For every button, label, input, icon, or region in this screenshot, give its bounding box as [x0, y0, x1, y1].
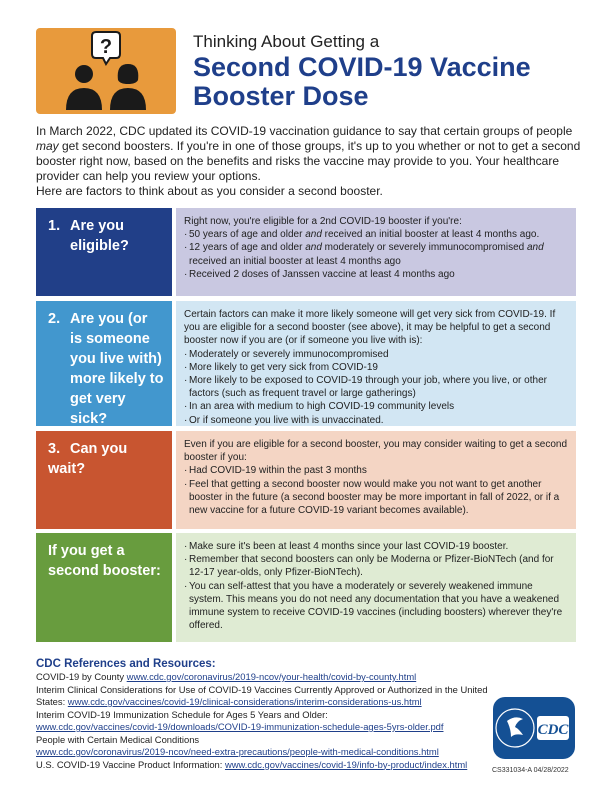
page-title [193, 53, 531, 111]
section-label [36, 301, 172, 426]
section-content [176, 208, 576, 296]
label-line: get very sick? [70, 391, 126, 427]
list-item: · More likely to be exposed to COVID-19 through your job, where you live, or other factors (such as frequent travel or large gatherings) [184, 374, 568, 400]
section-risk [36, 301, 576, 426]
list-item: · Remember that second boosters can only be Moderna or Pfizer-BioNTech (and for 12-17 year-olds, only Pfizer-BioNTech). [184, 553, 568, 579]
section-intro: Certain factors can make it more likely someone will get very sick from COVID-19. If you are eligible for a second booster (see above), it may be helpful to get a second booster now if you are (or if someone you live with is): [184, 309, 556, 347]
reference-item [36, 746, 496, 759]
cdc-logo-text: CDC [537, 722, 569, 738]
label-line: second booster: [48, 563, 161, 579]
label-line: Can you wait? [48, 441, 128, 477]
reference-item: Interim COVID-19 Immunization Schedule for Ages 5 Years and Older: [36, 708, 328, 720]
label-line: Are you [70, 218, 124, 234]
reference-item: U.S. COVID-19 Vaccine Product Information: www.cdc.gov/vaccines/covid-19/info-by-product/index.html [36, 758, 468, 770]
section-number: 2. [48, 311, 61, 327]
bullet-list [184, 540, 568, 632]
bullet-list [184, 464, 568, 517]
intro-paragraph-1 [36, 124, 581, 184]
bullet-list [184, 348, 568, 427]
references-title: CDC References and Resources: [36, 658, 216, 670]
label-line: Are you (or [70, 311, 148, 327]
references [36, 657, 496, 771]
intro-text [36, 124, 581, 199]
section-intro: Even if you are eligible for a second booster, you may consider waiting to get a second booster if you: [184, 439, 568, 464]
list-item: · Make sure it's been at least 4 months since your last COVID-19 booster. [184, 540, 568, 553]
reference-item: People with Certain Medical Conditions [36, 733, 200, 745]
label-line: If you get a [48, 543, 125, 559]
list-item: · You can self-attest that you have a moderately or severely weakened immune system. This means you do not need any documentation that you have a weakened immune system to receive COVID-19 vaccines (including boosters) wherever they're offered. [184, 580, 568, 633]
reference-item: COVID-19 by County www.cdc.gov/coronavirus/2019-ncov/your-health/covid-by-county.html [36, 671, 417, 682]
title-line-2: Booster Dose [193, 81, 369, 111]
section-number: 1. [48, 218, 61, 234]
title-line-1: Second COVID-19 Vaccine [193, 52, 531, 82]
reference-link[interactable]: www.cdc.gov/vaccines/covid-19/info-by-product/index.html [224, 758, 468, 770]
bullet-list [184, 228, 568, 281]
section-intro: Right now, you're eligible for a 2nd COVID-19 booster if you're: [184, 216, 462, 227]
reference-item [36, 721, 496, 734]
intro-p1-start: In March 2022, CDC updated its COVID-19 vaccination guidance to say that certain groups of people [36, 124, 573, 138]
section-label [36, 533, 172, 642]
section-content [176, 533, 576, 642]
section-eligible [36, 208, 576, 296]
section-content [176, 431, 576, 529]
list-item: · 12 years of age and older and moderately or severely immunocompromised and received an initial booster at least 4 months ago [184, 241, 568, 267]
section-label [36, 208, 172, 296]
list-item: · More likely to get very sick from COVID-19 [184, 361, 568, 374]
document-code: CS331034-A 04/28/2022 [492, 767, 569, 774]
list-item: · Had COVID-19 within the past 3 months [184, 464, 568, 477]
label-line: you live with) [70, 351, 162, 367]
label-line: eligible? [70, 238, 129, 254]
list-item: · 50 years of age and older and received an initial booster at least 4 months ago. [184, 228, 568, 241]
list-item: · Received 2 doses of Janssen vaccine at least 4 months ago [184, 268, 568, 281]
section-number: 3. [48, 441, 61, 457]
list-item: · Or if someone you live with is unvaccinated. [184, 414, 568, 427]
reference-link[interactable]: www.cdc.gov/vaccines/covid-19/clinical-considerations/interim-considerations-us.html [67, 696, 422, 707]
list-item: · Feel that getting a second booster now would make you not want to get another booster in the future (a second booster may be more important in fall of 2022, or if a new vaccine for a future COVID-19 variant becomes available). [184, 478, 568, 518]
intro-p1-emphasis: may [36, 139, 59, 153]
people-question-icon [36, 28, 176, 114]
list-item: · Moderately or severely immunocompromised [184, 348, 568, 361]
reference-link[interactable]: www.cdc.gov/coronavirus/2019-ncov/your-health/covid-by-county.html [126, 671, 417, 682]
header-subtitle: Thinking About Getting a [193, 32, 380, 51]
section-content [176, 301, 576, 426]
intro-p1-end: get second boosters. If you're in one of those groups, it's up to you whether or not to get a second booster right now, based on the benefits and risks the vaccine may provide to you. Your healthcare provider can help you review your options. [36, 139, 581, 183]
svg-text:?: ? [99, 36, 113, 58]
reference-link[interactable]: www.cdc.gov/vaccines/covid-19/downloads/COVID-19-immunization-schedule-ages-5yrs-older.pdf [36, 721, 444, 732]
section-wait [36, 431, 576, 529]
reference-link[interactable]: www.cdc.gov/coronavirus/2019-ncov/need-extra-precautions/people-with-medical-conditions.html [36, 746, 439, 757]
reference-item: Interim Clinical Considerations for Use of COVID-19 Vaccines Currently Approved or Authorized in the United States: www.cdc.gov/vaccines/covid-19/clinical-considerations/interim-considerations-us.html [36, 683, 488, 707]
cdc-logo [493, 697, 575, 759]
section-if-you-get [36, 533, 576, 642]
section-label [36, 431, 172, 529]
intro-paragraph-2: Here are factors to think about as you consider a second booster. [36, 184, 383, 198]
hhs-eagle-icon [507, 717, 523, 737]
label-line: more likely to [70, 371, 164, 387]
label-line: is someone [70, 331, 150, 347]
list-item: · In an area with medium to high COVID-19 community levels [184, 400, 568, 413]
